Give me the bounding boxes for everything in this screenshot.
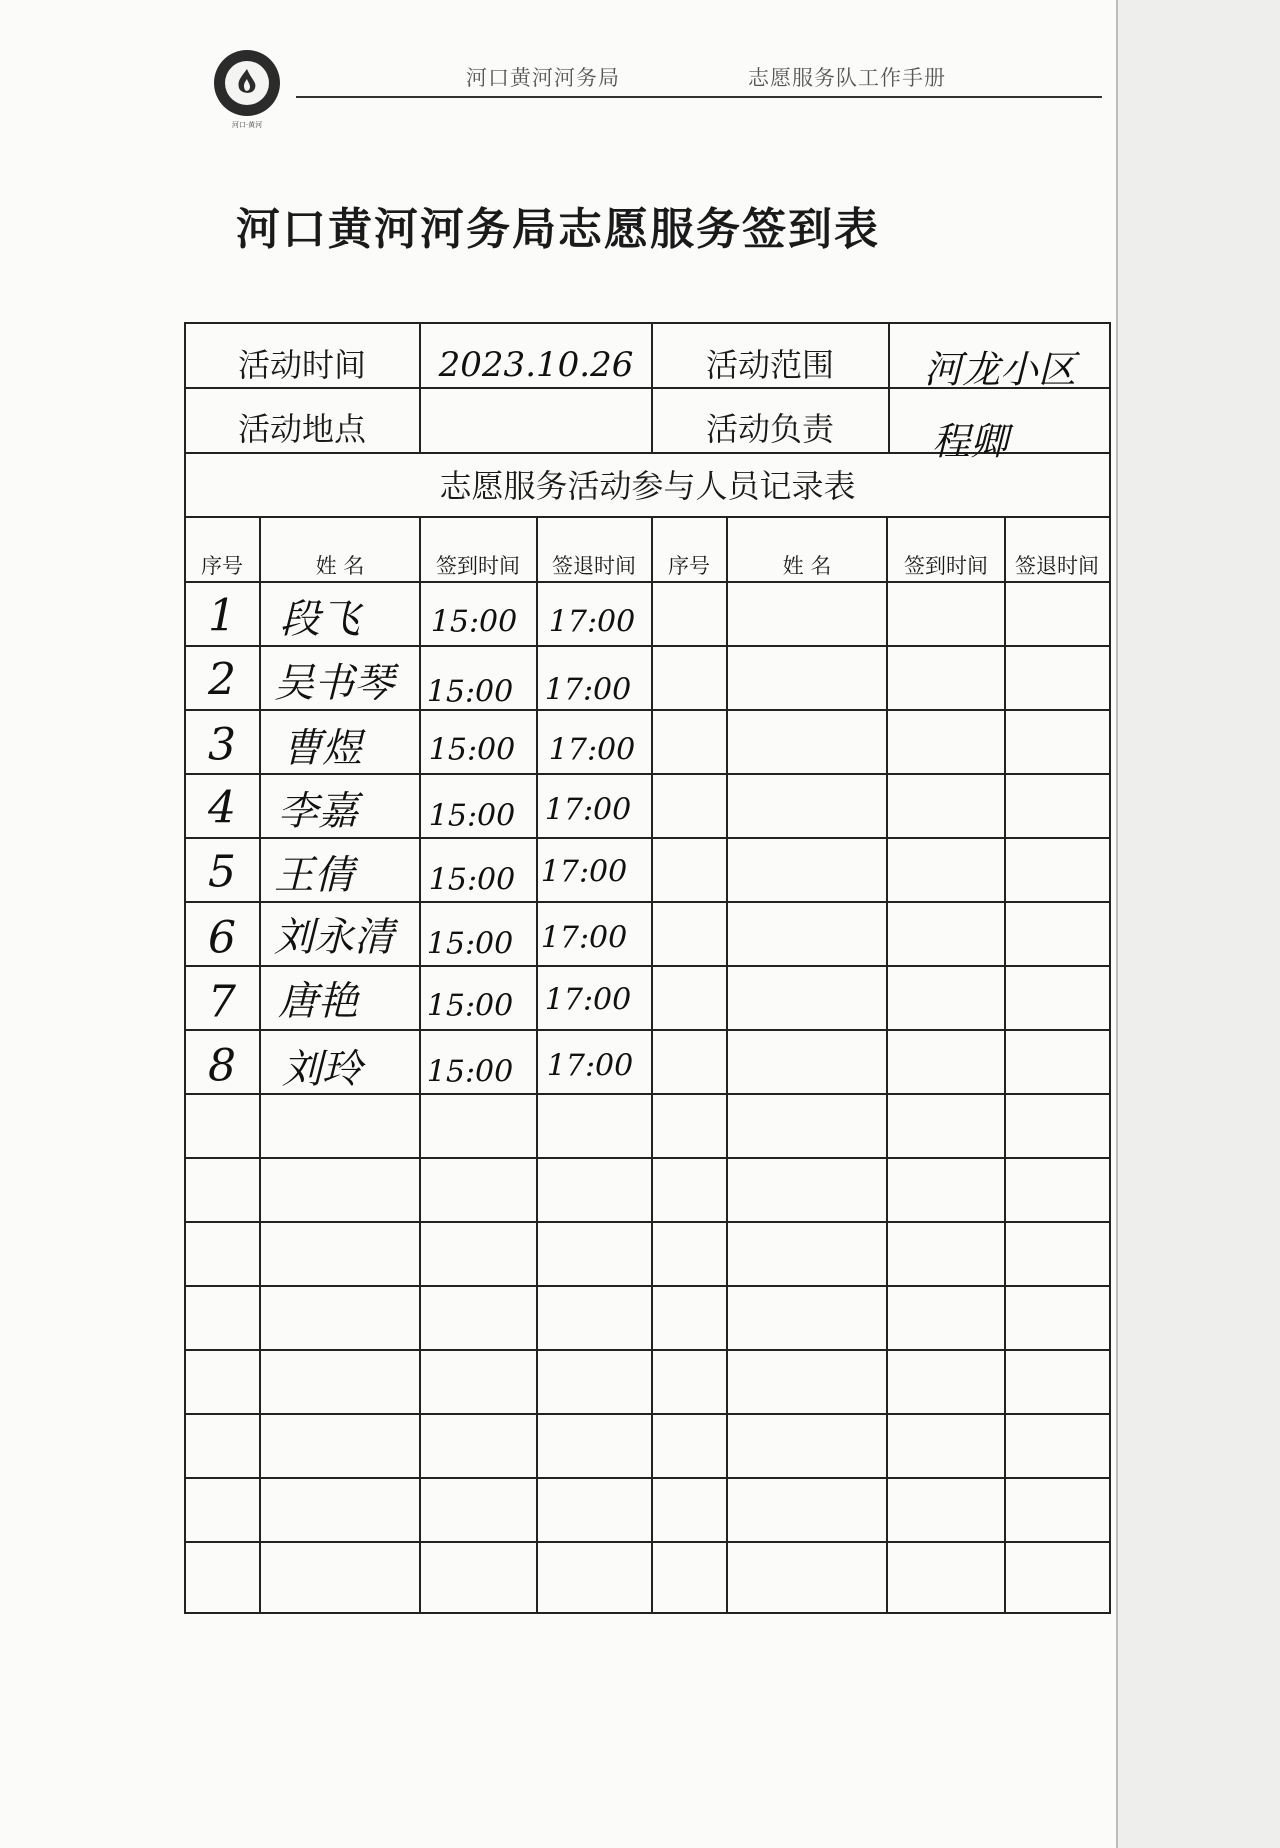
row-6-sign-in: 15:00 — [426, 926, 514, 962]
activity-scope-label: 活动范围 — [705, 346, 835, 384]
row-5-name: 王倩 — [274, 852, 354, 899]
row-2-sign-in: 15:00 — [426, 674, 514, 710]
record-table-title: 志愿服务活动参与人员记录表 — [439, 467, 856, 505]
row-2-sign-out: 17:00 — [544, 672, 632, 708]
row-6-name: 刘永清 — [274, 914, 394, 961]
col-header-sign-out: 签退时间 — [552, 554, 636, 578]
row-8-name: 刘玲 — [282, 1046, 362, 1093]
row-6-sign-out: 17:00 — [540, 920, 628, 956]
row-8-no: 8 — [208, 1040, 236, 1092]
row-4-no: 4 — [208, 782, 236, 834]
row-1-name: 段飞 — [280, 596, 360, 643]
row-2-no: 2 — [208, 654, 236, 706]
row-5-sign-out: 17:00 — [540, 854, 628, 890]
row-6-no: 6 — [208, 912, 236, 964]
col-header-sign-in-2: 签到时间 — [904, 554, 988, 578]
row-1-no: 1 — [208, 590, 236, 642]
row-1-sign-out: 17:00 — [548, 604, 636, 640]
col-header-name: 姓 名 — [315, 554, 365, 578]
col-header-sign-in: 签到时间 — [436, 554, 520, 578]
row-7-sign-out: 17:00 — [544, 982, 632, 1018]
row-4-sign-in: 15:00 — [428, 798, 516, 834]
page-title: 河口黄河河务局志愿服务签到表 — [236, 204, 880, 255]
row-7-name: 唐艳 — [278, 978, 358, 1025]
row-3-sign-in: 15:00 — [428, 732, 516, 768]
scan-background — [1118, 0, 1280, 1848]
activity-leader-value: 程卿 — [931, 419, 1009, 464]
row-7-no: 7 — [208, 976, 236, 1028]
header-organization: 河口黄河河务局 — [466, 66, 620, 90]
row-5-no: 5 — [208, 846, 236, 898]
row-8-sign-out: 17:00 — [546, 1048, 634, 1084]
activity-leader-label: 活动负责 — [705, 410, 835, 448]
header-manual-title: 志愿服务队工作手册 — [748, 66, 946, 90]
row-5-sign-in: 15:00 — [428, 862, 516, 898]
row-4-name: 李嘉 — [278, 788, 358, 835]
logo-caption: 河口·黄河 — [231, 121, 263, 129]
col-header-name-2: 姓 名 — [782, 554, 832, 578]
activity-time-label: 活动时间 — [237, 346, 367, 384]
row-7-sign-in: 15:00 — [426, 988, 514, 1024]
row-3-name: 曹煜 — [282, 725, 362, 772]
row-2-name: 吴书琴 — [274, 660, 394, 707]
col-header-sign-out-2: 签退时间 — [1015, 554, 1099, 578]
col-header-no-2: 序号 — [668, 554, 710, 578]
activity-place-label: 活动地点 — [237, 410, 367, 448]
activity-time-value: 2023.10.26 — [438, 345, 634, 385]
activity-scope-value: 河龙小区 — [923, 347, 1077, 392]
row-1-sign-in: 15:00 — [430, 604, 518, 640]
row-3-no: 3 — [208, 719, 236, 771]
col-header-no: 序号 — [201, 554, 243, 578]
row-3-sign-out: 17:00 — [548, 732, 636, 768]
row-8-sign-in: 15:00 — [426, 1054, 514, 1090]
row-4-sign-out: 17:00 — [544, 792, 632, 828]
